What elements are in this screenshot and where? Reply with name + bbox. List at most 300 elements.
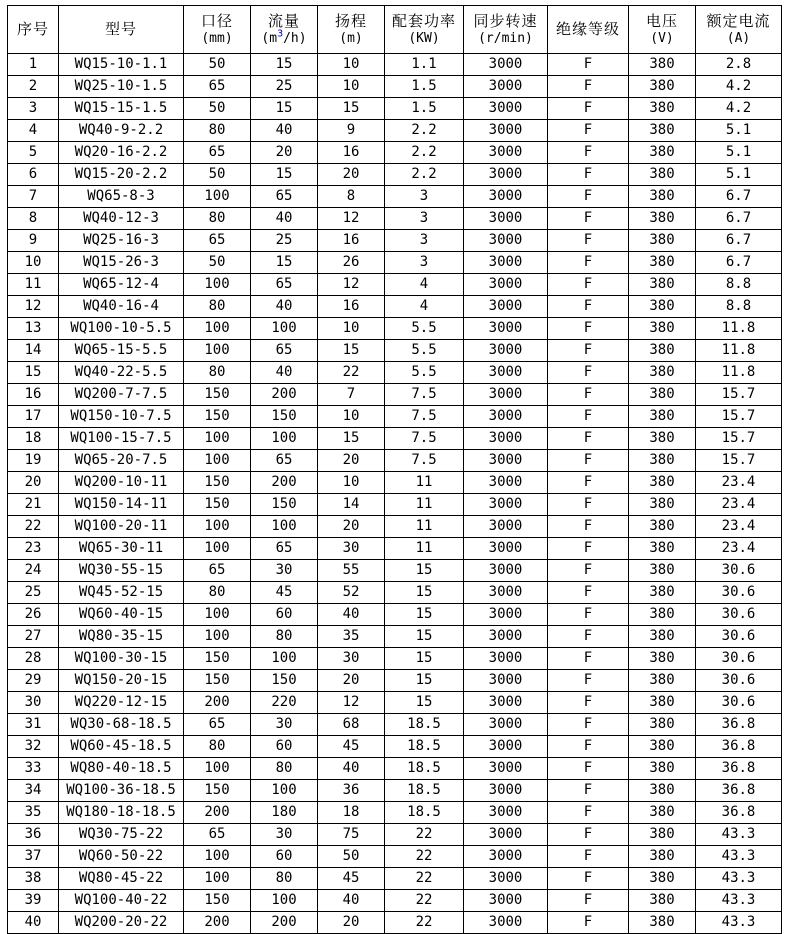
table-cell: 11.8: [696, 340, 782, 362]
table-cell: 14: [8, 340, 59, 362]
table-cell: 3000: [464, 670, 548, 692]
table-cell: 380: [629, 714, 696, 736]
table-cell: 3000: [464, 296, 548, 318]
table-cell: WQ80-45-22: [59, 868, 184, 890]
table-cell: 380: [629, 472, 696, 494]
table-cell: 3000: [464, 824, 548, 846]
table-cell: 80: [184, 120, 251, 142]
table-cell: 3000: [464, 208, 548, 230]
table-cell: 380: [629, 692, 696, 714]
table-cell: 200: [251, 472, 318, 494]
table-cell: 18.5: [385, 780, 464, 802]
column-header-label: 绝缘等级: [555, 20, 620, 38]
table-cell: 380: [629, 208, 696, 230]
table-cell: 15: [385, 560, 464, 582]
table-cell: 36.8: [696, 780, 782, 802]
table-cell: 3000: [464, 406, 548, 428]
column-header: [464, 6, 548, 54]
table-cell: 150: [251, 670, 318, 692]
table-cell: F: [548, 208, 629, 230]
cubic-superscript: 3: [277, 28, 284, 40]
table-cell: 39: [8, 890, 59, 912]
table-cell: 150: [251, 494, 318, 516]
table-cell: 12: [8, 296, 59, 318]
table-cell: 80: [251, 868, 318, 890]
table-row: [8, 802, 782, 824]
column-header: [696, 6, 782, 54]
table-cell: WQ60-50-22: [59, 846, 184, 868]
table-cell: 18: [318, 802, 385, 824]
header-row: [8, 6, 782, 54]
table-row: [8, 274, 782, 296]
table-cell: WQ60-45-18.5: [59, 736, 184, 758]
table-row: [8, 780, 782, 802]
table-cell: 15: [385, 626, 464, 648]
table-cell: 3000: [464, 626, 548, 648]
table-cell: 60: [251, 846, 318, 868]
table-cell: 100: [184, 516, 251, 538]
table-row: [8, 560, 782, 582]
table-cell: 1: [8, 54, 59, 76]
table-row: [8, 538, 782, 560]
table-cell: 10: [318, 76, 385, 98]
table-cell: 380: [629, 890, 696, 912]
table-cell: 38: [8, 868, 59, 890]
table-cell: F: [548, 604, 629, 626]
column-header: [8, 6, 59, 54]
table-cell: 37: [8, 846, 59, 868]
table-cell: 3000: [464, 846, 548, 868]
table-cell: 15: [318, 428, 385, 450]
table-cell: 30: [251, 714, 318, 736]
table-cell: F: [548, 164, 629, 186]
column-header: [251, 6, 318, 54]
column-header-unit: (r/min): [478, 31, 533, 46]
table-cell: WQ15-26-3: [59, 252, 184, 274]
table-cell: F: [548, 142, 629, 164]
table-cell: 200: [251, 912, 318, 934]
table-cell: 80: [184, 208, 251, 230]
table-cell: 65: [184, 714, 251, 736]
table-cell: 9: [318, 120, 385, 142]
table-cell: 20: [318, 450, 385, 472]
table-cell: WQ15-15-1.5: [59, 98, 184, 120]
table-row: [8, 912, 782, 934]
table-cell: WQ60-40-15: [59, 604, 184, 626]
table-cell: 380: [629, 340, 696, 362]
table-cell: 150: [184, 384, 251, 406]
table-cell: 220: [251, 692, 318, 714]
table-cell: F: [548, 802, 629, 824]
table-cell: 80: [251, 626, 318, 648]
table-cell: 16: [318, 230, 385, 252]
column-header-unit: (V): [650, 31, 674, 46]
table-cell: 8: [318, 186, 385, 208]
column-header-label: 序号: [16, 20, 49, 38]
table-row: [8, 164, 782, 186]
table-cell: 50: [318, 846, 385, 868]
table-cell: F: [548, 252, 629, 274]
table-cell: 80: [251, 758, 318, 780]
table-cell: F: [548, 384, 629, 406]
table-cell: 100: [251, 780, 318, 802]
table-row: [8, 736, 782, 758]
table-cell: 27: [8, 626, 59, 648]
table-cell: 28: [8, 648, 59, 670]
column-header-label: 电压: [645, 12, 678, 30]
table-cell: 1.1: [385, 54, 464, 76]
table-cell: 10: [318, 54, 385, 76]
table-cell: 15: [318, 98, 385, 120]
table-cell: F: [548, 516, 629, 538]
table-cell: 36.8: [696, 758, 782, 780]
table-cell: 2.2: [385, 142, 464, 164]
table-cell: 22: [8, 516, 59, 538]
table-cell: 18.5: [385, 736, 464, 758]
table-cell: 31: [8, 714, 59, 736]
table-cell: 3000: [464, 164, 548, 186]
table-cell: WQ30-75-22: [59, 824, 184, 846]
table-cell: 3000: [464, 54, 548, 76]
table-row: [8, 186, 782, 208]
table-row: [8, 890, 782, 912]
table-cell: 15: [385, 670, 464, 692]
table-cell: 3000: [464, 890, 548, 912]
table-cell: 11: [385, 516, 464, 538]
table-cell: 3: [8, 98, 59, 120]
table-cell: 5.5: [385, 362, 464, 384]
table-cell: F: [548, 274, 629, 296]
table-cell: 1.5: [385, 98, 464, 120]
table-cell: 16: [8, 384, 59, 406]
table-cell: 65: [184, 76, 251, 98]
table-cell: 65: [184, 560, 251, 582]
table-cell: 5.1: [696, 120, 782, 142]
table-cell: F: [548, 186, 629, 208]
table-cell: 19: [8, 450, 59, 472]
table-cell: 380: [629, 868, 696, 890]
table-cell: 30.6: [696, 648, 782, 670]
table-cell: 380: [629, 384, 696, 406]
table-cell: 40: [8, 912, 59, 934]
table-cell: F: [548, 780, 629, 802]
table-cell: WQ65-8-3: [59, 186, 184, 208]
table-row: [8, 604, 782, 626]
table-cell: 100: [184, 758, 251, 780]
table-cell: 25: [8, 582, 59, 604]
table-cell: 380: [629, 120, 696, 142]
table-cell: 9: [8, 230, 59, 252]
table-cell: 100: [184, 604, 251, 626]
table-cell: 100: [184, 186, 251, 208]
table-cell: 22: [385, 890, 464, 912]
table-row: [8, 384, 782, 406]
table-cell: 40: [318, 890, 385, 912]
table-cell: F: [548, 912, 629, 934]
table-row: [8, 494, 782, 516]
table-cell: 20: [251, 142, 318, 164]
table-cell: 15: [385, 604, 464, 626]
table-cell: 380: [629, 76, 696, 98]
table-cell: WQ15-10-1.1: [59, 54, 184, 76]
table-cell: 3000: [464, 604, 548, 626]
table-cell: 200: [184, 802, 251, 824]
table-cell: 15: [385, 692, 464, 714]
table-cell: WQ100-10-5.5: [59, 318, 184, 340]
table-cell: 30: [251, 560, 318, 582]
table-cell: 34: [8, 780, 59, 802]
table-cell: 380: [629, 582, 696, 604]
table-cell: WQ180-18-18.5: [59, 802, 184, 824]
table-cell: 150: [184, 780, 251, 802]
column-header-label: 同步转速: [473, 12, 538, 30]
table-cell: 3000: [464, 450, 548, 472]
table-cell: 100: [184, 626, 251, 648]
table-cell: 10: [318, 406, 385, 428]
table-cell: 15.7: [696, 428, 782, 450]
table-cell: 5: [8, 142, 59, 164]
table-cell: 100: [184, 450, 251, 472]
table-cell: 30: [8, 692, 59, 714]
table-cell: F: [548, 230, 629, 252]
table-cell: 22: [385, 868, 464, 890]
table-cell: 30.6: [696, 582, 782, 604]
table-cell: F: [548, 648, 629, 670]
table-cell: 100: [184, 340, 251, 362]
table-cell: 60: [251, 736, 318, 758]
table-cell: 20: [318, 516, 385, 538]
table-cell: 43.3: [696, 912, 782, 934]
table-cell: 26: [318, 252, 385, 274]
table-body: [8, 54, 782, 934]
table-cell: 100: [184, 868, 251, 890]
table-cell: 150: [184, 670, 251, 692]
table-cell: 65: [251, 186, 318, 208]
column-header: [548, 6, 629, 54]
table-cell: WQ30-55-15: [59, 560, 184, 582]
table-cell: 15: [251, 54, 318, 76]
table-cell: 30: [251, 824, 318, 846]
table-cell: F: [548, 626, 629, 648]
table-cell: 23.4: [696, 472, 782, 494]
table-cell: 18: [8, 428, 59, 450]
table-cell: 29: [8, 670, 59, 692]
table-cell: F: [548, 538, 629, 560]
table-cell: 3000: [464, 340, 548, 362]
table-cell: 380: [629, 362, 696, 384]
table-cell: 380: [629, 252, 696, 274]
table-cell: 380: [629, 318, 696, 340]
table-cell: 3000: [464, 780, 548, 802]
table-cell: F: [548, 824, 629, 846]
table-cell: F: [548, 362, 629, 384]
table-cell: 380: [629, 494, 696, 516]
table-cell: 80: [184, 736, 251, 758]
table-cell: F: [548, 98, 629, 120]
table-cell: WQ150-14-11: [59, 494, 184, 516]
table-cell: 15: [251, 252, 318, 274]
column-header-label: 流量: [267, 12, 300, 30]
table-cell: 22: [318, 362, 385, 384]
table-cell: 16: [318, 142, 385, 164]
table-cell: WQ40-9-2.2: [59, 120, 184, 142]
table-cell: 30: [318, 538, 385, 560]
table-cell: 30.6: [696, 692, 782, 714]
table-cell: WQ100-36-18.5: [59, 780, 184, 802]
table-cell: 4: [8, 120, 59, 142]
column-header: [318, 6, 385, 54]
column-header-unit: (m): [339, 31, 363, 46]
table-cell: 23.4: [696, 538, 782, 560]
table-cell: 380: [629, 230, 696, 252]
table-cell: 20: [318, 670, 385, 692]
table-cell: WQ100-40-22: [59, 890, 184, 912]
table-cell: F: [548, 890, 629, 912]
table-cell: 30: [318, 648, 385, 670]
table-cell: 15: [385, 648, 464, 670]
table-row: [8, 626, 782, 648]
table-cell: 3000: [464, 98, 548, 120]
table-cell: 36: [318, 780, 385, 802]
table-row: [8, 142, 782, 164]
table-row: [8, 120, 782, 142]
table-cell: 380: [629, 296, 696, 318]
table-cell: 6.7: [696, 186, 782, 208]
table-cell: 3000: [464, 868, 548, 890]
table-cell: 380: [629, 802, 696, 824]
table-cell: 45: [251, 582, 318, 604]
table-cell: 100: [184, 846, 251, 868]
table-cell: 380: [629, 604, 696, 626]
table-cell: 380: [629, 538, 696, 560]
table-cell: 380: [629, 758, 696, 780]
table-cell: 3000: [464, 648, 548, 670]
column-header-unit: (A): [726, 31, 751, 46]
table-cell: 18.5: [385, 802, 464, 824]
table-cell: 15: [251, 98, 318, 120]
table-row: [8, 340, 782, 362]
table-cell: 3: [385, 208, 464, 230]
table-cell: WQ30-68-18.5: [59, 714, 184, 736]
table-cell: 36.8: [696, 714, 782, 736]
table-cell: 5.5: [385, 340, 464, 362]
table-row: [8, 692, 782, 714]
table-cell: F: [548, 582, 629, 604]
table-cell: 100: [251, 890, 318, 912]
column-header-label: 配套功率: [391, 12, 456, 30]
table-cell: 50: [184, 252, 251, 274]
table-cell: F: [548, 846, 629, 868]
table-cell: 23: [8, 538, 59, 560]
table-cell: 3000: [464, 76, 548, 98]
table-cell: 7.5: [385, 428, 464, 450]
table-cell: F: [548, 428, 629, 450]
table-cell: 52: [318, 582, 385, 604]
column-header-label: 额定电流: [706, 12, 771, 30]
table-cell: 3000: [464, 494, 548, 516]
table-row: [8, 582, 782, 604]
table-cell: F: [548, 406, 629, 428]
table-cell: 80: [184, 582, 251, 604]
table-cell: 200: [184, 692, 251, 714]
table-cell: 65: [184, 142, 251, 164]
table-cell: 380: [629, 516, 696, 538]
table-row: [8, 230, 782, 252]
table-cell: 21: [8, 494, 59, 516]
table-cell: 3000: [464, 186, 548, 208]
table-cell: 380: [629, 450, 696, 472]
table-cell: 33: [8, 758, 59, 780]
table-cell: 60: [251, 604, 318, 626]
table-cell: 5.5: [385, 318, 464, 340]
table-cell: 30.6: [696, 604, 782, 626]
table-cell: WQ80-35-15: [59, 626, 184, 648]
table-cell: 11: [385, 472, 464, 494]
table-cell: 3000: [464, 252, 548, 274]
table-cell: 22: [385, 912, 464, 934]
table-cell: 380: [629, 780, 696, 802]
table-cell: 35: [8, 802, 59, 824]
table-row: [8, 362, 782, 384]
table-cell: F: [548, 736, 629, 758]
table-cell: WQ65-12-4: [59, 274, 184, 296]
table-cell: 43.3: [696, 868, 782, 890]
table-cell: 5.1: [696, 142, 782, 164]
table-row: [8, 296, 782, 318]
table-cell: 30.6: [696, 670, 782, 692]
table-cell: 380: [629, 98, 696, 120]
table-cell: 43.3: [696, 890, 782, 912]
table-row: [8, 648, 782, 670]
table-cell: 100: [184, 538, 251, 560]
table-cell: 3000: [464, 428, 548, 450]
table-cell: 3000: [464, 736, 548, 758]
table-cell: 23.4: [696, 494, 782, 516]
table-cell: 80: [184, 296, 251, 318]
table-cell: 7: [8, 186, 59, 208]
table-cell: WQ40-12-3: [59, 208, 184, 230]
table-cell: 3000: [464, 384, 548, 406]
table-cell: 3000: [464, 582, 548, 604]
table-cell: 65: [251, 538, 318, 560]
table-cell: 380: [629, 560, 696, 582]
table-cell: 43.3: [696, 824, 782, 846]
table-cell: F: [548, 494, 629, 516]
table-cell: 3000: [464, 758, 548, 780]
table-cell: 22: [385, 824, 464, 846]
table-cell: 380: [629, 186, 696, 208]
table-cell: WQ100-30-15: [59, 648, 184, 670]
table-cell: 8.8: [696, 296, 782, 318]
table-cell: 380: [629, 626, 696, 648]
table-cell: 15: [318, 340, 385, 362]
table-cell: F: [548, 560, 629, 582]
column-header: [385, 6, 464, 54]
table-cell: F: [548, 318, 629, 340]
table-cell: 36: [8, 824, 59, 846]
table-cell: 3000: [464, 714, 548, 736]
table-cell: 11: [385, 494, 464, 516]
table-cell: WQ200-20-22: [59, 912, 184, 934]
table-cell: 3000: [464, 560, 548, 582]
table-cell: 25: [251, 230, 318, 252]
table-cell: WQ40-16-4: [59, 296, 184, 318]
table-cell: 16: [318, 296, 385, 318]
table-cell: 1.5: [385, 76, 464, 98]
table-cell: WQ150-20-15: [59, 670, 184, 692]
table-cell: F: [548, 472, 629, 494]
column-header-label: 型号: [104, 20, 137, 38]
